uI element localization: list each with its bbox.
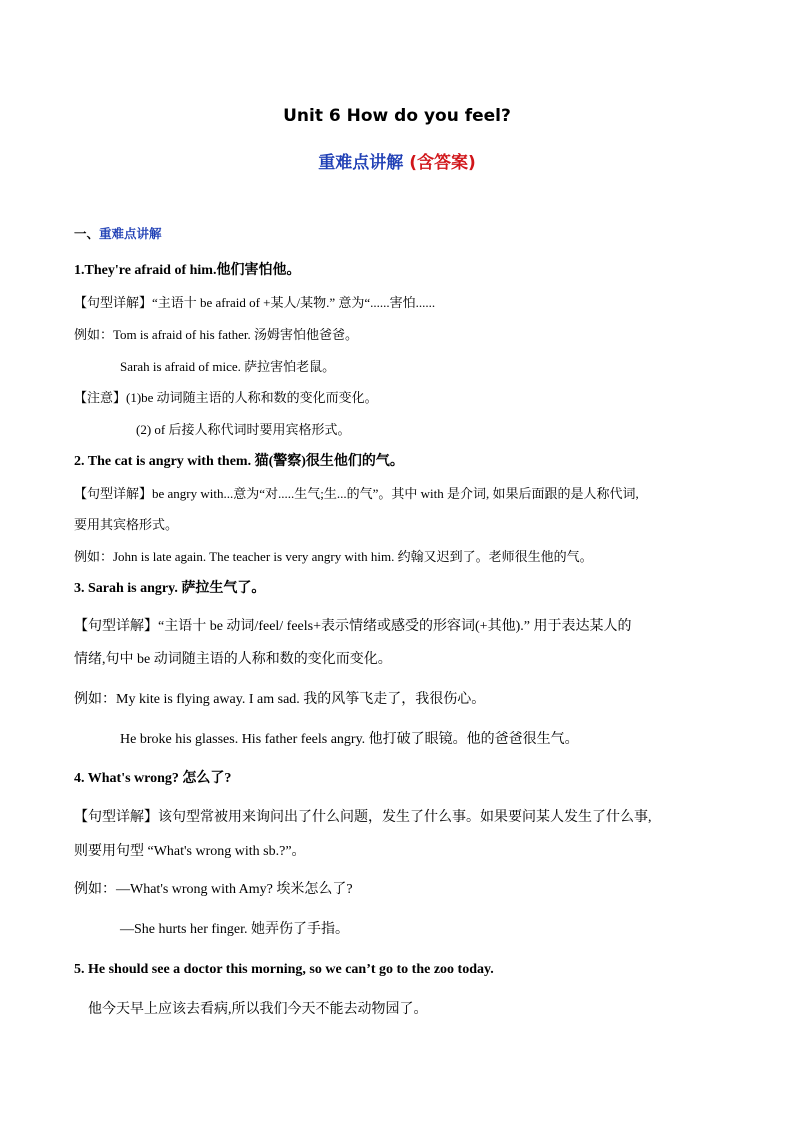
section-heading: [74, 225, 162, 243]
point-1-example-1: 例如：Tom is afraid of his father. 汤姆害怕他爸爸。: [74, 327, 358, 342]
point-2-explanation-2: 要用其宾格形式。: [74, 517, 179, 532]
point-2-explanation-1: 【句型详解】be angry with...意为“对.....生气;生...的气”。其中 with 是介词, 如果后面跟的是人称代词,: [74, 486, 639, 501]
point-1-note-2: (2) of 后接人称代词时要用宾格形式。: [136, 422, 351, 437]
point-3-heading: 3. Sarah is angry. 萨拉生气了。: [74, 581, 266, 596]
point-2-heading: 2. The cat is angry with them. 猫(警察)很生他们的气。: [74, 454, 404, 469]
page-subtitle: [0, 148, 794, 173]
point-3-example-1: 例如：My kite is flying away. I am sad. 我的风筝飞走了，我很伤心。: [74, 692, 486, 707]
point-5-heading: 5. He should see a doctor this morning, so we can’t go to the zoo today.: [74, 962, 494, 977]
subtitle-answer: (含答案): [409, 153, 476, 173]
point-4-heading: 4. What's wrong? 怎么了?: [74, 771, 232, 786]
point-3-example-2: He broke his glasses. His father feels angry. 他打破了眼镜。他的爸爸很生气。: [120, 732, 579, 747]
point-2-example: 例如：John is late again. The teacher is very angry with him. 约翰又迟到了。老师很生他的气。: [74, 549, 593, 564]
section-number: 一、: [74, 226, 100, 241]
point-4-example-1: 例如：—What's wrong with Amy? 埃米怎么了?: [74, 882, 353, 897]
point-4-explanation-2: 则要用句型 “What's wrong with sb.?”。: [74, 844, 306, 859]
point-1-explanation: 【句型详解】“主语十 be afraid of +某人/某物.” 意为“......害怕......: [74, 295, 436, 310]
point-3-explanation-1: 【句型详解】“主语十 be 动词/feel/ feels+表示情绪或感受的形容词(+其他).” 用于表达某人的: [74, 619, 632, 634]
point-4-example-2: —She hurts her finger. 她弄伤了手指。: [120, 922, 350, 937]
point-5-translation: 他今天早上应该去看病,所以我们今天不能去动物园了。: [88, 1002, 428, 1017]
point-4-explanation-1: 【句型详解】该句型常被用来询问出了什么问题，发生了什么事。如果要问某人发生了什么事,: [74, 810, 652, 825]
point-1-note-1: 【注意】(1)be 动词随主语的人称和数的变化而变化。: [74, 390, 378, 405]
point-1-example-2: Sarah is afraid of mice. 萨拉害怕老鼠。: [120, 359, 336, 374]
section-heading-text: 重难点讲解: [99, 226, 162, 241]
point-3-explanation-2: 情绪,句中 be 动词随主语的人称和数的变化而变化。: [74, 652, 392, 667]
point-1-heading: 1.They're afraid of him.他们害怕他。: [74, 263, 301, 278]
page-title: Unit 6 How do you feel?: [283, 106, 511, 126]
subtitle-main: 重难点讲解: [318, 153, 404, 173]
